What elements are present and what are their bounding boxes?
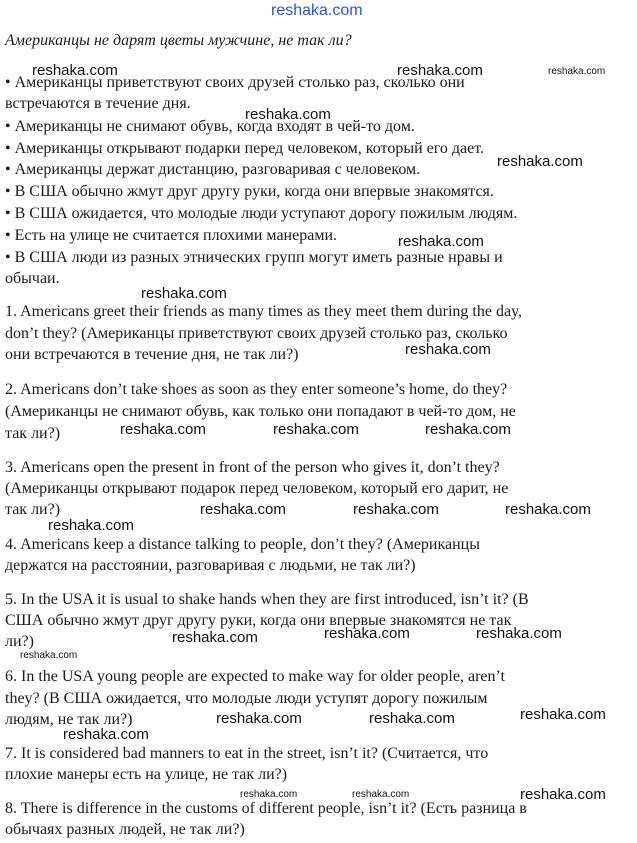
watermark: reshaka.com	[32, 62, 118, 79]
answer-line: США обычно жмут друг другу руки, когда они впервые знакомятся не так	[5, 612, 512, 629]
watermark: reshaka.com	[141, 285, 227, 302]
watermark: reshaka.com	[548, 66, 606, 77]
fact-line: • В США люди из разных этнических групп могут иметь разные нравы и	[5, 249, 503, 266]
watermark: reshaka.com	[397, 62, 483, 79]
answer-line: плохие манеры есть на улице, не так ли?)	[5, 766, 288, 783]
watermark: reshaka.com	[353, 501, 439, 518]
watermark: reshaka.com	[520, 706, 606, 723]
answer-line: 2. Americans don’t take shoes as soon as they enter someone’s home, do they?	[5, 381, 508, 398]
site-header-link[interactable]: reshaka.com	[271, 2, 363, 19]
answer-line: людям, не так ли?)	[5, 711, 133, 728]
fact-line: • Американцы держат дистанцию, разговаривая с человеком.	[5, 161, 421, 178]
watermark: reshaka.com	[245, 106, 331, 123]
answer-line: так ли?)	[5, 501, 61, 518]
answer-line: так ли?)	[5, 425, 61, 442]
watermark: reshaka.com	[369, 710, 455, 727]
answer-line: 7. It is considered bad manners to eat in the street, isn’t it? (Считается, что	[5, 745, 489, 762]
watermark: reshaka.com	[520, 786, 606, 803]
watermark: reshaka.com	[405, 341, 491, 358]
fact-line: обычаи.	[5, 270, 60, 287]
watermark: reshaka.com	[324, 625, 410, 642]
answer-line: 3. Americans open the present in front of the person who gives it, don’t they?	[5, 459, 500, 476]
watermark: reshaka.com	[352, 789, 410, 800]
answer-line: (Американцы открывают подарок перед человеком, который его дарит, не	[5, 480, 509, 497]
watermark: reshaka.com	[200, 501, 286, 518]
answer-line: 1. Americans greet their friends as many times as they meet them during the day,	[5, 303, 523, 320]
answer-line: 5. In the USA it is usual to shake hands when they are first introduced, isn’t it? (В	[5, 591, 529, 608]
fact-line: • Американцы не снимают обувь, когда входят в чей-то дом.	[5, 118, 415, 135]
answer-line: 4. Americans keep a distance talking to people, don’t they? (Американцы	[5, 536, 480, 553]
answer-line: обычаях разных людей, не так ли?)	[5, 821, 245, 838]
answer-line: ли?)	[5, 633, 34, 650]
fact-line: • Американцы приветствуют своих друзей столько раз, сколько они	[5, 74, 465, 91]
watermark: reshaka.com	[172, 629, 258, 646]
answer-line: держатся на расстоянии, разговаривая с людьми, не так ли?)	[5, 557, 416, 574]
fact-line: • Американцы открывают подарки перед человеком, который его дает.	[5, 140, 485, 157]
answer-line: они встречаются в течение дня, не так ли?)	[5, 346, 299, 363]
watermark: reshaka.com	[273, 421, 359, 438]
answer-line: 6. In the USA young people are expected to make way for older people, aren’t	[5, 668, 505, 685]
answer-line: 8. There is difference in the customs of different people, isn’t it? (Есть разница в	[5, 800, 527, 817]
watermark: reshaka.com	[48, 517, 134, 534]
page-title: Американцы не дарят цветы мужчине, не так ли?	[5, 32, 352, 49]
watermark: reshaka.com	[120, 421, 206, 438]
watermark: reshaka.com	[398, 233, 484, 250]
watermark: reshaka.com	[216, 710, 302, 727]
fact-line: • В США обычно жмут друг другу руки, когда они впервые знакомятся.	[5, 183, 494, 200]
answer-line: (Американцы не снимают обувь, как только они попадают в чей-то дом, не	[5, 403, 516, 420]
answer-line: they? (В США ожидается, что молодые люди уступят дорогу пожилым	[5, 690, 488, 707]
watermark: reshaka.com	[476, 625, 562, 642]
watermark: reshaka.com	[425, 421, 511, 438]
watermark: reshaka.com	[63, 726, 149, 743]
watermark: reshaka.com	[497, 153, 583, 170]
fact-line: встречаются в течение дня.	[5, 95, 191, 112]
watermark: reshaka.com	[240, 789, 298, 800]
watermark: reshaka.com	[20, 650, 78, 661]
watermark: reshaka.com	[505, 501, 591, 518]
answer-line: don’t they? (Американцы приветствуют своих друзей столько раз, сколько	[5, 325, 508, 342]
fact-line: • Есть на улице не считается плохими манерами.	[5, 227, 337, 244]
fact-line: • В США ожидается, что молодые люди уступают дорогу пожилым людям.	[5, 205, 518, 222]
